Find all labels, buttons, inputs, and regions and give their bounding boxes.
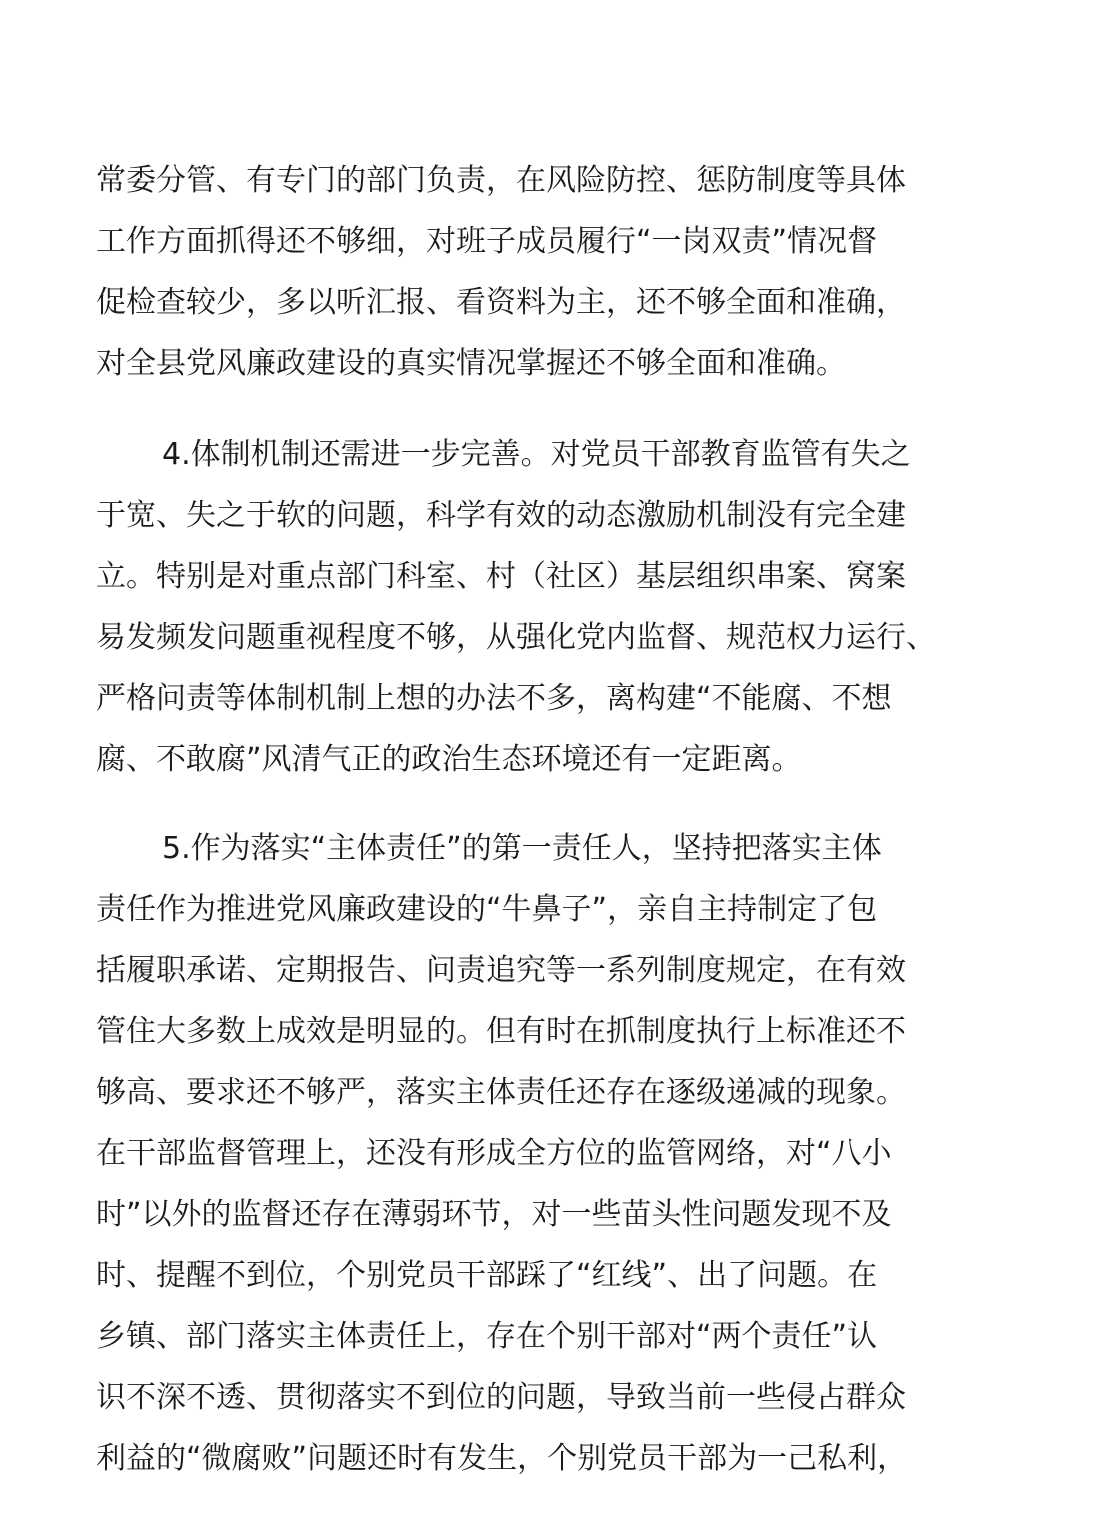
paragraph-4 xyxy=(96,424,1016,790)
text-line: 工作方面抓得还不够细，对班子成员履行“一岗双责”情况督 xyxy=(96,224,878,259)
text-line: 责任作为推进党风廉政建设的“牛鼻子”，亲自主持制定了包 xyxy=(96,892,878,927)
text-line: 5.作为落实“主体责任”的第一责任人，坚持把落实主体 xyxy=(162,831,882,866)
text-line: 于宽、失之于软的问题，科学有效的动态激励机制没有完全建 xyxy=(96,498,906,533)
text-line: 4.体制机制还需进一步完善。对党员干部教育监管有失之 xyxy=(162,437,911,472)
text-line: 立。特别是对重点部门科室、村（社区）基层组织串案、窝案 xyxy=(96,559,906,594)
paragraph-5 xyxy=(96,818,1016,1489)
text-line: 易发频发问题重视程度不够，从强化党内监督、规范权力运行、 xyxy=(96,620,936,655)
text-line: 对全县党风廉政建设的真实情况掌握还不够全面和准确。 xyxy=(96,346,846,381)
text-line: 管住大多数上成效是明显的。但有时在抓制度执行上标准还不 xyxy=(96,1014,906,1049)
text-line: 括履职承诺、定期报告、问责追究等一系列制度规定，在有效 xyxy=(96,953,906,988)
text-line: 利益的“微腐败”问题还时有发生，个别党员干部为一己私利， xyxy=(96,1441,908,1476)
text-line: 乡镇、部门落实主体责任上，存在个别干部对“两个责任”认 xyxy=(96,1319,878,1354)
text-line: 在干部监督管理上，还没有形成全方位的监管网络，对“八小 xyxy=(96,1136,892,1171)
text-line: 时、提醒不到位，个别党员干部踩了“红线”、出了问题。在 xyxy=(96,1258,878,1293)
text-line: 严格问责等体制机制上想的办法不多，离构建“不能腐、不想 xyxy=(96,681,892,716)
text-line: 常委分管、有专门的部门负责，在风险防控、惩防制度等具体 xyxy=(96,163,906,198)
text-line: 识不深不透、贯彻落实不到位的问题，导致当前一些侵占群众 xyxy=(96,1380,906,1415)
text-line: 腐、不敢腐”风清气正的政治生态环境还有一定距离。 xyxy=(96,742,802,777)
text-line: 时”以外的监督还存在薄弱环节，对一些苗头性问题发现不及 xyxy=(96,1197,892,1232)
text-line: 促检查较少，多以听汇报、看资料为主，还不够全面和准确， xyxy=(96,285,906,320)
text-line: 够高、要求还不够严，落实主体责任还存在逐级递减的现象。 xyxy=(96,1075,906,1110)
paragraph-3-continued xyxy=(96,150,1016,394)
